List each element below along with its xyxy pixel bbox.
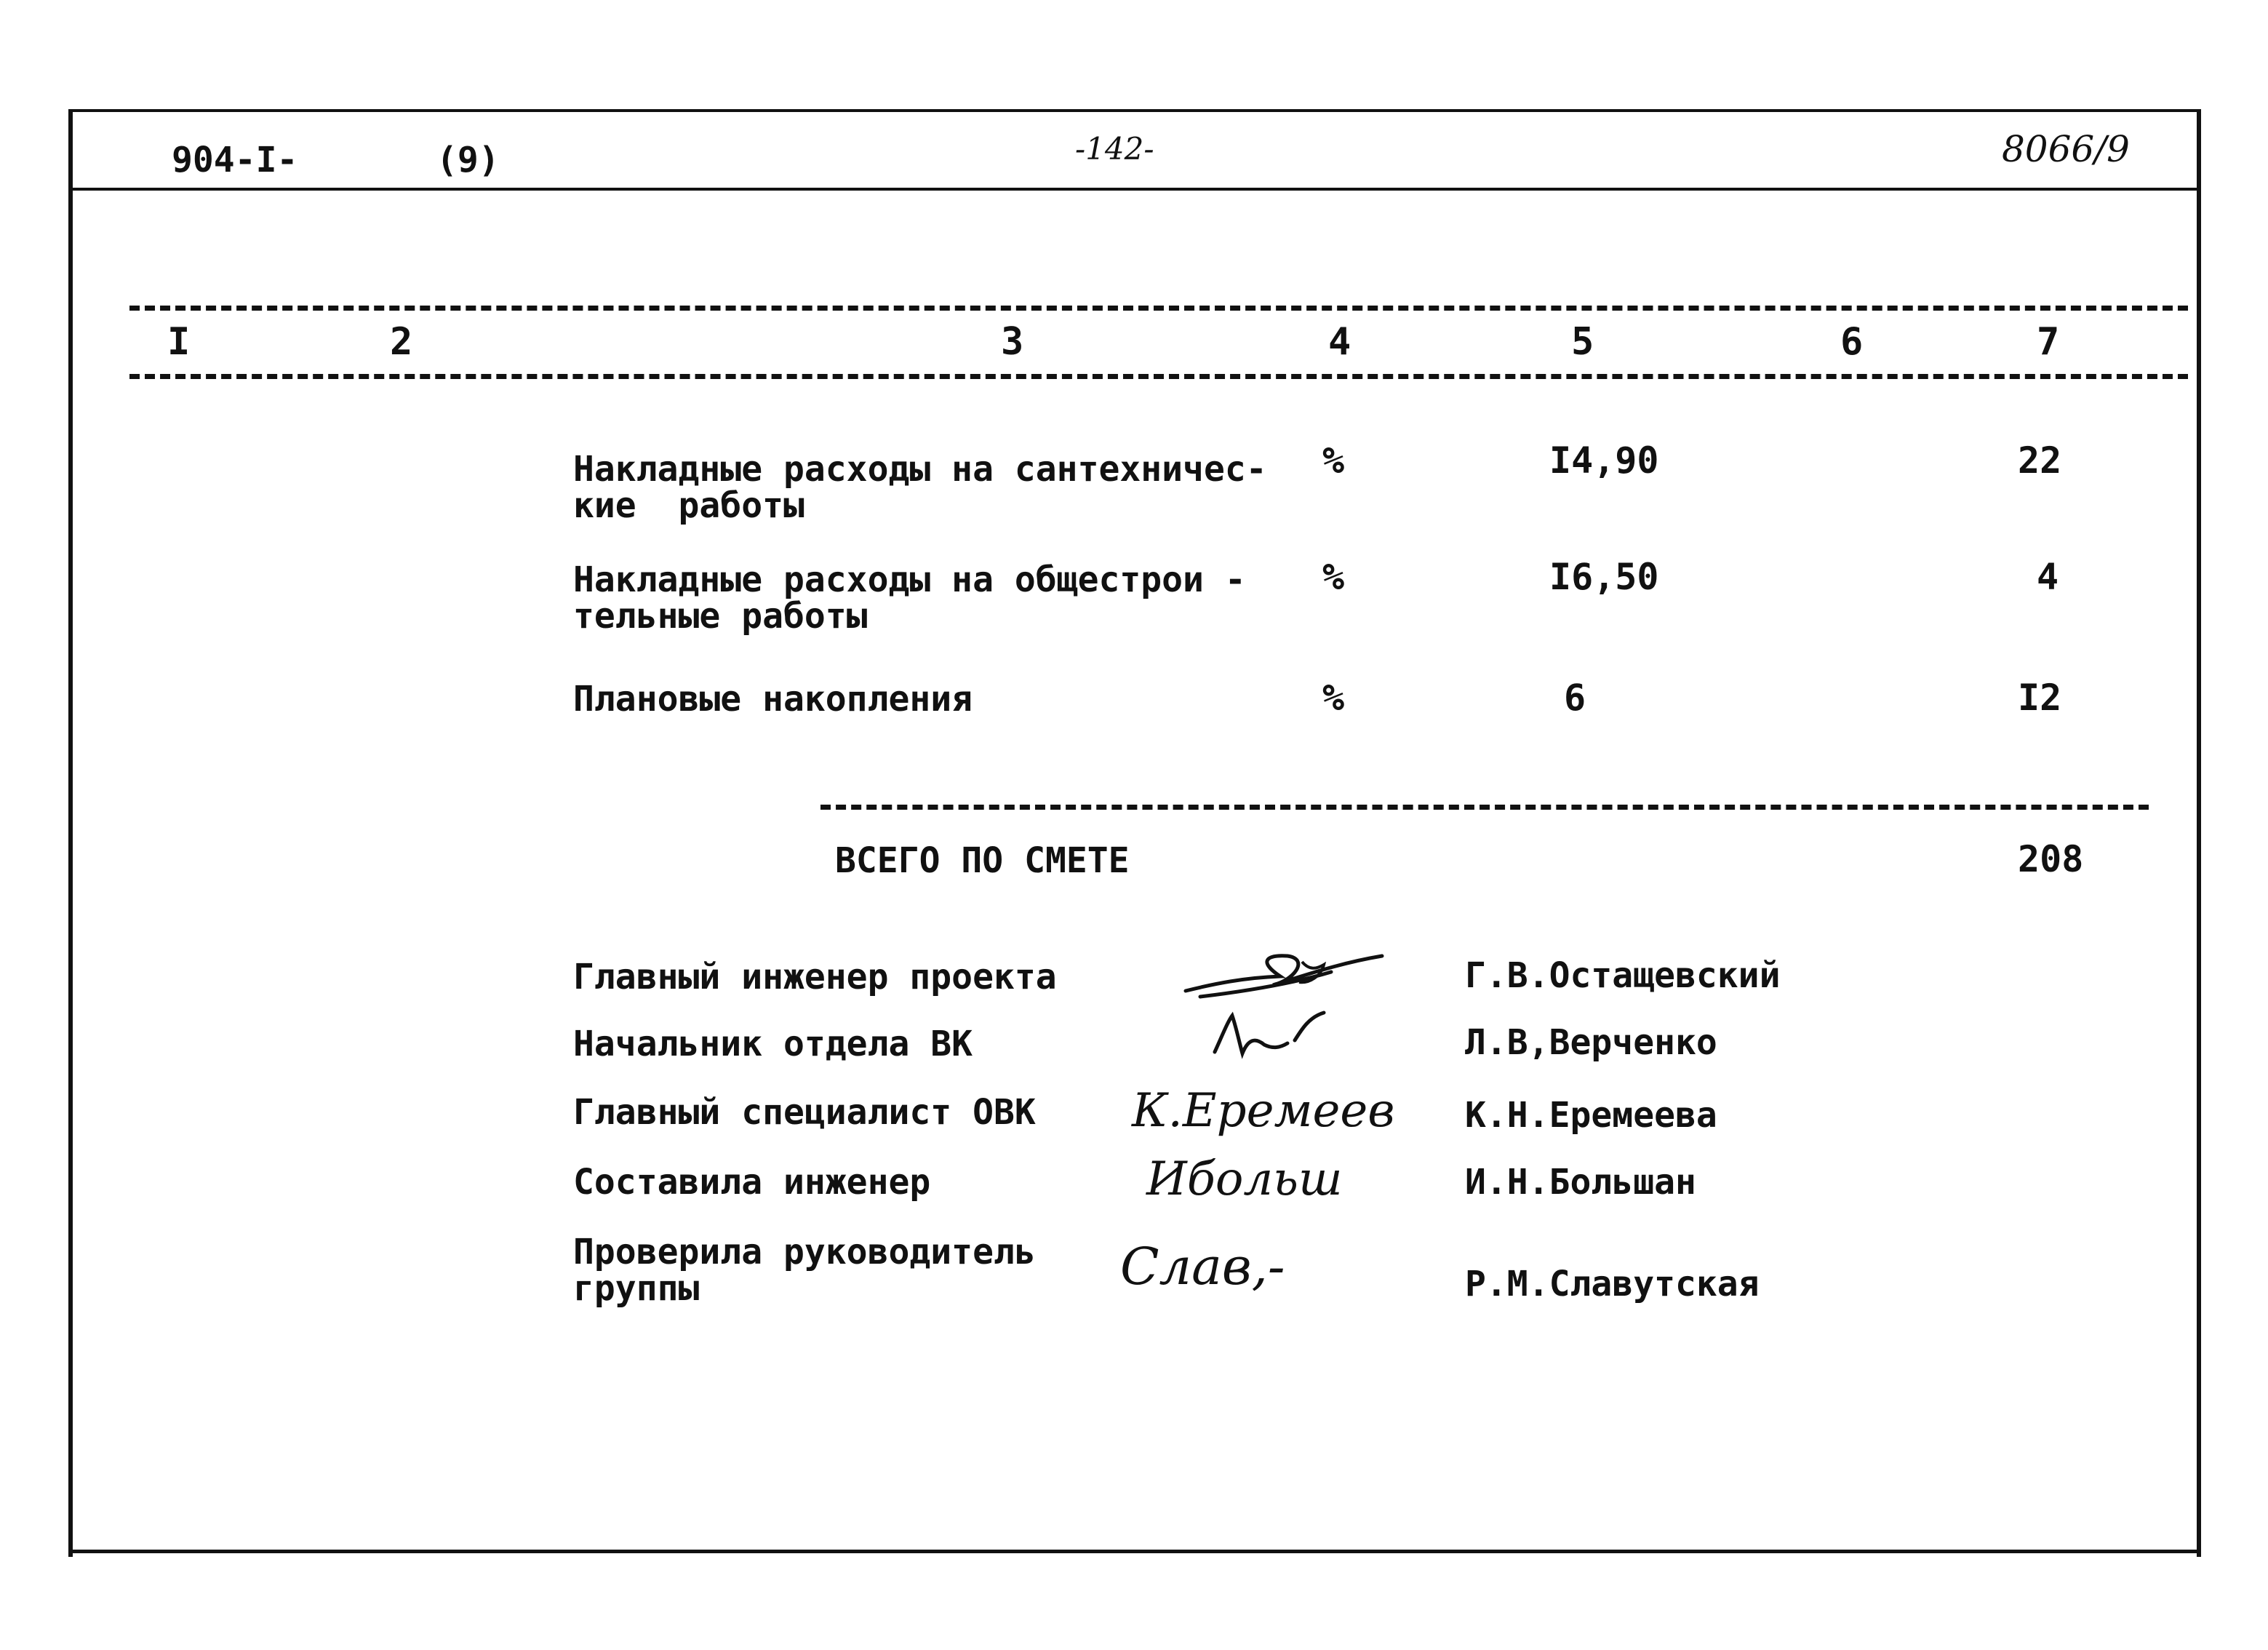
signature-role: Составила инженер bbox=[573, 1162, 931, 1203]
signature-role: Главный инженер проекта bbox=[573, 957, 1057, 997]
signature-role: Начальник отдела ВК bbox=[573, 1024, 973, 1064]
row-amount: 4 bbox=[2037, 556, 2059, 598]
row-rate: 6 bbox=[1564, 677, 1586, 719]
column-header-top-rule bbox=[129, 306, 2188, 311]
column-number-7: 7 bbox=[2037, 320, 2060, 364]
header-rule bbox=[68, 188, 2201, 191]
frame-bottom-border bbox=[68, 1550, 2201, 1553]
total-label: ВСЕГО ПО СМЕТЕ bbox=[835, 840, 1130, 881]
row-name: Плановые накопления bbox=[573, 679, 973, 720]
row-name: Накладные расходы на общестрои - тельные работы bbox=[573, 559, 1246, 637]
signature-image: Слав,- bbox=[1120, 1237, 1285, 1296]
signature-image: Ибольш bbox=[1146, 1152, 1343, 1206]
signer-name: Л.В,Верченко bbox=[1465, 1022, 1717, 1063]
row-name: Накладные расходы на сантехничес- кие работы bbox=[573, 449, 1267, 526]
signature-image: К.Еремеев bbox=[1132, 1084, 1395, 1138]
total-amount: 208 bbox=[2018, 838, 2084, 880]
row-rate: I4,90 bbox=[1549, 439, 1659, 482]
signature-image bbox=[1171, 940, 1389, 1005]
signer-name: Г.В.Остащевский bbox=[1465, 955, 1781, 996]
column-number-1: I bbox=[167, 320, 191, 364]
signature-image bbox=[1207, 1007, 1338, 1065]
signature-role: Проверила руководитель группы bbox=[573, 1232, 1036, 1309]
frame-left-border bbox=[68, 109, 73, 1557]
signer-name: Р.М.Славутская bbox=[1465, 1264, 1760, 1304]
row-unit: % bbox=[1322, 677, 1345, 719]
row-amount: I2 bbox=[2018, 677, 2062, 719]
row-unit: % bbox=[1322, 439, 1345, 482]
column-number-6: 6 bbox=[1840, 320, 1864, 364]
column-number-4: 4 bbox=[1328, 320, 1351, 364]
column-number-2: 2 bbox=[390, 320, 413, 364]
column-number-5: 5 bbox=[1571, 320, 1594, 364]
total-separator-rule bbox=[820, 805, 2149, 810]
frame-top-border bbox=[68, 109, 2201, 112]
signer-name: К.Н.Еремеева bbox=[1465, 1095, 1717, 1136]
document-code: 8066/9 bbox=[2002, 128, 2130, 170]
signature-role: Главный специалист ОВК bbox=[573, 1092, 1036, 1133]
row-rate: I6,50 bbox=[1549, 556, 1659, 598]
row-unit: % bbox=[1322, 556, 1345, 598]
column-number-3: 3 bbox=[1001, 320, 1024, 364]
document-part: (9) bbox=[436, 140, 500, 180]
signer-name: И.Н.Большан bbox=[1465, 1162, 1696, 1203]
column-header-bottom-rule bbox=[129, 374, 2188, 379]
frame-right-border bbox=[2197, 109, 2201, 1557]
row-amount: 22 bbox=[2018, 439, 2062, 482]
document-series: 904-I- bbox=[172, 140, 298, 180]
page-number: -142- bbox=[1075, 131, 1154, 167]
